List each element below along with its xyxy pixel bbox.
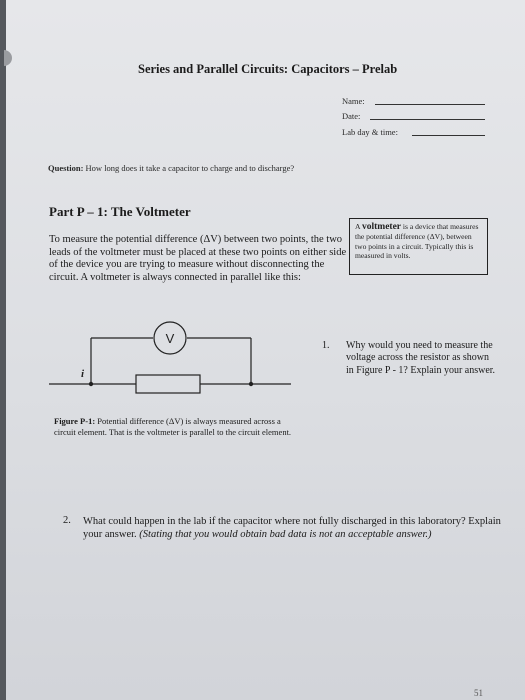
resistor-symbol	[136, 375, 200, 393]
q1-text: Why would you need to measure the voltage across the resistor as shown in Figure P - 1? Explain your answer.	[346, 340, 496, 376]
question-text: How long does it take a capacitor to charge and to discharge?	[85, 163, 295, 173]
definition-box	[349, 218, 488, 275]
binder-hole	[4, 50, 12, 66]
question-label: Question:	[48, 163, 84, 173]
definition-prefix: A	[355, 222, 361, 231]
voltmeter-label: V	[165, 331, 175, 346]
part-body: To measure the potential difference (ΔV) between two points, the two leads of the voltmeter must be placed at these two points on either side of the device you are trying to measure without disconnecting the circuit. A voltmeter is always connected in parallel like this:	[49, 234, 347, 283]
page-number: 51	[474, 688, 483, 698]
figure-caption	[54, 416, 294, 437]
definition-text: is a device that measures the potential difference (ΔV), between two points in a circuit. Typically this is measured in volts.	[355, 222, 479, 260]
date-field[interactable]	[370, 119, 485, 120]
figure-caption-label: Figure P-1:	[54, 416, 96, 426]
date-label: Date:	[342, 111, 361, 121]
name-field[interactable]	[375, 104, 485, 105]
q2-number: 2.	[63, 515, 71, 526]
lab-day-field[interactable]	[412, 135, 485, 136]
page-title: Series and Parallel Circuits: Capacitors – Prelab	[138, 62, 398, 76]
part-heading: Part P – 1: The Voltmeter	[49, 204, 191, 219]
junction-dot-left	[89, 382, 93, 386]
q2-body	[83, 515, 503, 541]
name-label: Name:	[342, 96, 365, 106]
figure-caption-text: Potential difference (ΔV) is always measured across a circuit element. That is the voltmeter is parallel to the circuit element.	[54, 416, 292, 437]
q2-italic-note: (Stating that you would obtain bad data is not an acceptable answer.)	[139, 529, 432, 540]
worksheet-page	[6, 0, 525, 700]
junction-dot-right	[249, 382, 253, 386]
lab-day-label: Lab day & time:	[342, 127, 398, 137]
q2-text: What could happen in the lab if the capacitor where not fully discharged in this laboratory? Explain your answer.	[83, 516, 501, 540]
current-label: i	[81, 368, 85, 380]
q1-number: 1.	[322, 340, 330, 351]
question-line	[48, 163, 294, 173]
definition-term: voltmeter	[361, 222, 402, 232]
circuit-diagram	[41, 315, 296, 415]
